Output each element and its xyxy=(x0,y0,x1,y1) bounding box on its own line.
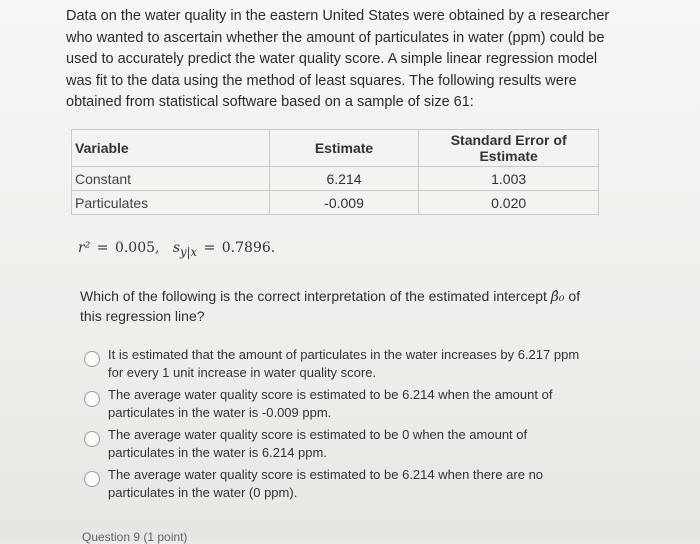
answer-option-1[interactable] xyxy=(84,346,584,382)
header-standard-error: Standard Error of Estimate xyxy=(419,130,599,167)
radio-button[interactable] xyxy=(84,431,100,447)
radio-button[interactable] xyxy=(84,351,100,367)
s-value: 0.7896. xyxy=(221,240,276,256)
row-estimate: 6.214 xyxy=(269,167,419,191)
s-label: s xyxy=(172,240,181,256)
header-variable: Variable xyxy=(72,130,270,167)
answer-option-label: The average water quality score is estimated to be 0 when the amount of particulates in the water is 6.214 ppm. xyxy=(108,427,528,460)
radio-button[interactable] xyxy=(84,471,100,487)
answer-option-2[interactable] xyxy=(84,386,584,422)
table-row xyxy=(72,167,599,191)
regression-results-table xyxy=(71,129,599,215)
row-standard-error: 0.020 xyxy=(419,191,599,215)
next-question-heading: Question 9 (1 point) xyxy=(82,530,188,544)
answer-option-label: The average water quality score is estimated to be 6.214 when there are no particulates in the water (0 ppm). xyxy=(108,467,544,500)
r-squared-label: r² xyxy=(78,240,91,256)
answer-choices xyxy=(84,346,584,506)
answer-option-label: It is estimated that the amount of particulates in the water increases by 6.217 ppm for every 1 unit increase in water quality score. xyxy=(108,347,580,380)
radio-button[interactable] xyxy=(84,391,100,407)
row-estimate: -0.009 xyxy=(269,191,419,215)
row-variable: Particulates xyxy=(72,191,270,215)
question-text-after: of this regression line? xyxy=(80,288,581,324)
row-variable: Constant xyxy=(72,167,270,191)
beta-hat-zero-symbol: β̂₀ xyxy=(550,289,565,305)
table-row xyxy=(72,191,599,215)
header-estimate: Estimate xyxy=(269,130,419,167)
row-standard-error: 1.003 xyxy=(419,167,599,191)
r-squared-value: 0.005, xyxy=(114,240,160,256)
question-text-before: Which of the following is the correct interpretation of the estimated intercept xyxy=(80,288,547,304)
table-header-row xyxy=(72,130,599,167)
answer-option-3[interactable] xyxy=(84,426,584,462)
answer-option-4[interactable] xyxy=(84,466,584,502)
regression-statistics: r² = 0.005, $s_{y|x} = 0.7896$. xyxy=(78,240,276,259)
s-subscript: y|x xyxy=(180,244,198,259)
answer-option-label: The average water quality score is estimated to be 6.214 when the amount of particulates in the water is -0.009 ppm. xyxy=(108,387,553,420)
question-prompt xyxy=(80,287,590,326)
question-intro-text: Data on the water quality in the eastern United States were obtained by a researcher who wanted to ascertain whether the amount of particulates in water (ppm) could be used to accurately predict the water quality score. A simple linear regression model was fit to the data using the method of least squares. The following results were obtained from statistical software based on a sample of size 61: xyxy=(66,8,610,110)
